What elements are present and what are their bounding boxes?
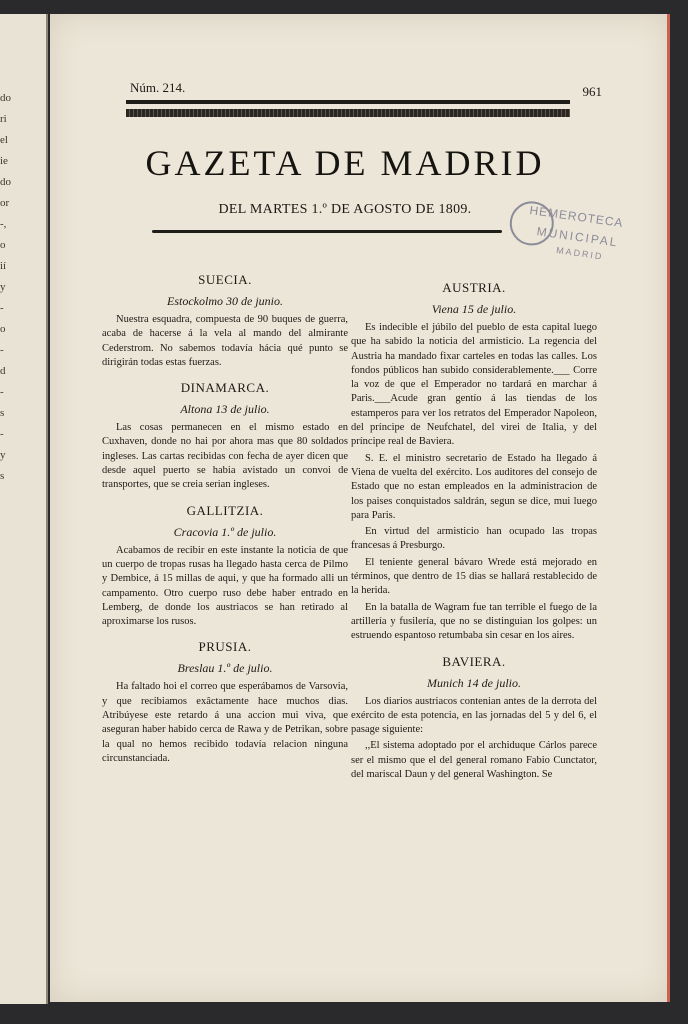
section-heading: BAVIERA.: [442, 653, 506, 669]
left-page-fragment: s: [0, 407, 5, 419]
newspaper-page: [50, 14, 670, 1002]
masthead-title: GAZETA DE MADRID: [145, 143, 545, 183]
article-paragraph: Ha faltado hoi el correo que esperábamos de Varsovia, y que recibiamos exâctamente hace muchos dias. Atribúyese este retardo á una accion mui viva, que aseguran haber habido cerca de Rawa y de Petrikan, sobre la qual no hemos recibido todavía relacion ninguna circunstanciada.: [102, 681, 348, 764]
article-paragraph: En la batalla de Wagram fue tan terrible el fuego de la artillería y fusilería, que no se distinguian los golpes: un estruendo espantoso retumbaba sin cesar en los aires.: [351, 601, 597, 642]
left-page-fragment: -: [0, 386, 4, 398]
article-paragraph: El teniente general bávaro Wrede está mejorado en términos, que dentro de 15 dias se hallará restablecido de la herida.: [351, 556, 597, 597]
dateline-subheading: Cracovia 1.º de julio.: [173, 524, 277, 539]
left-column: [102, 262, 348, 768]
dateline-subheading: Altona 13 de julio.: [180, 402, 270, 417]
left-page-fragment: s: [0, 470, 5, 482]
stamp-line-1: HEMEROTECA: [528, 203, 625, 231]
left-page-fragment: -,: [0, 218, 7, 230]
section-heading: PRUSIA.: [198, 639, 252, 655]
left-page-fragment: ri: [0, 113, 7, 125]
left-page-fragment: -: [0, 344, 4, 356]
adjacent-page-edge: [0, 14, 48, 1004]
section-heading: AUSTRIA.: [442, 280, 506, 295]
left-page-fragment: o: [0, 239, 6, 251]
middle-rule: [152, 230, 502, 233]
left-page-fragment: el: [0, 134, 8, 146]
left-page-fragment: do: [0, 92, 11, 104]
article-paragraph: En virtud del armisticio han ocupado las tropas francesas á Presburgo.: [351, 526, 597, 552]
left-page-fragment: y: [0, 449, 6, 461]
left-page-fragment: y: [0, 281, 6, 293]
stamp-line-3: MADRID: [555, 245, 605, 262]
article-paragraph: ,,El sistema adoptado por el archiduque Cárlos parece ser el mismo que el del general romano Fabio Cunctator, del mariscal Daun y del general Washington. Se: [351, 740, 597, 781]
left-page-fragment: do: [0, 176, 11, 188]
dateline-subheading: Breslau 1.º de julio.: [177, 661, 273, 676]
left-page-fragment: or: [0, 197, 10, 209]
left-page-fragment: -: [0, 428, 4, 440]
dateline-subheading: Viena 15 de julio.: [431, 302, 517, 316]
right-column: [351, 270, 597, 784]
dateline-subheading: Estockolmo 30 de junio.: [167, 294, 283, 308]
left-page-fragment: -: [0, 302, 4, 314]
stamp-line-2: MUNICIPAL: [535, 224, 620, 250]
article-paragraph: Las cosas permanecen en el mismo estado en Cuxhaven, donde no hai por ahora mas que 80 soldados ingleses. Las cartas recibidas con fecha de ayer dicen que desde aquel puerto se habia avistado un convoi de transportes, que se creia serian ingleses.: [102, 422, 348, 491]
article-paragraph: S. E. el ministro secretario de Estado ha llegado á Viena de vuelta del exército. Los auditores del consejo de Estado que no estan empleados en la administracion de los paises conquistados saldrán, segun se dice, mui luego para Paris.: [351, 452, 597, 521]
dateline-subheading: Munich 14 de julio.: [427, 675, 521, 690]
section-heading: SUECIA.: [198, 272, 252, 287]
section-heading: DINAMARCA.: [180, 380, 270, 396]
article-paragraph: Acabamos de recibir en este instante la noticia de que un cuerpo de tropas rusas ha llegado hasta cerca de Pilmo y Dembice, á 15 millas de aqui, y que ha formado alli un campamento. Otro cuerpo ruso debe haber entrado en Lemberg, de donde los austriacos se han retirado al aproximarse los rusos.: [102, 544, 348, 628]
section-heading: GALLITZIA.: [186, 502, 264, 518]
article-paragraph: Es indecible el júbilo del pueblo de esta capital luego que ha sabido la noticia del armisticio. La regencia del Austria ha mandado fixar carteles en todas las calles. Los fondos públicos han subido considerablemente.___ Corre la voz de que el Emperador no tardará en marchar á Paris.___Acude gran gentío á las tiendas de los estamperos para ver los retratos del Emperador Napoleon, del príncipe de Neufchatel, del virei de Italia, y del príncipe real de Baviera.: [351, 322, 597, 448]
page-number: 961: [582, 84, 602, 99]
page-red-edge: [667, 14, 670, 1002]
left-page-fragment: ie: [0, 155, 8, 167]
issue-number: Núm. 214.: [130, 80, 186, 95]
article-paragraph: Nuestra esquadra, compuesta de 90 buques de guerra, acaba de hacerse á la vela al mando del almirante Cederstrom. No sabemos todavía hácia qué punto se dirigirán todas estas fuerzas.: [102, 314, 348, 368]
dateline: DEL MARTES 1.º DE AGOSTO DE 1809.: [218, 202, 472, 217]
left-page-fragment: ií: [0, 260, 7, 272]
top-ornament-rule: [126, 109, 570, 117]
article-paragraph: Los diarios austriacos contenian antes de la derrota del exército de esta potencia, en las jornadas del 5 y del 6, el pasage siguiente:: [351, 695, 597, 736]
left-page-fragment: o: [0, 323, 6, 335]
left-page-fragment: d: [0, 365, 6, 377]
top-rule: [126, 100, 570, 104]
